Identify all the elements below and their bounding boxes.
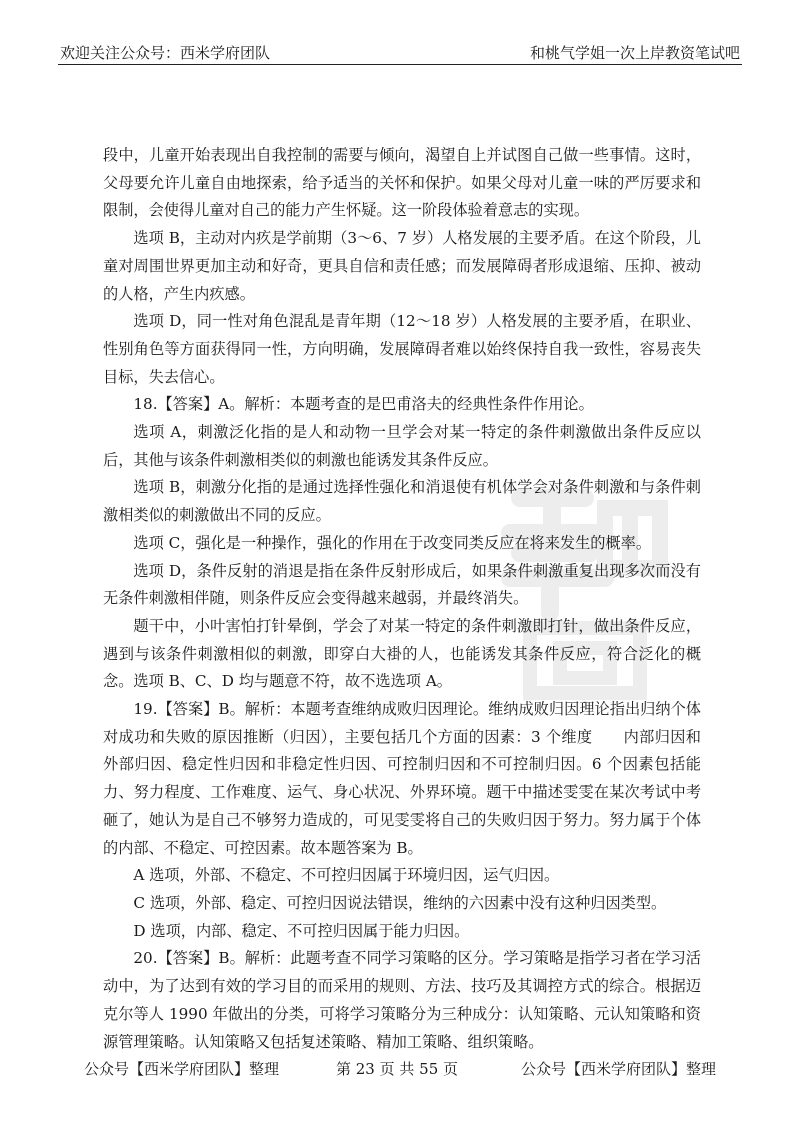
page-header (58, 28, 742, 65)
paragraph: 18.【答案】A。解析：本题考查的是巴甫洛夫的经典性条件作用论。 (133, 395, 594, 414)
paragraph: 选项 B，主动对内疚是学前期（3～6、7 岁）人格发展的主要矛盾。在这个阶段，儿童对周围世界更加主动和好奇，更具自信和责任感；而发展障碍者形成退缩、压抑、被动的人格，产生内疚感。 (103, 229, 701, 303)
footer-left-text: 公众号【西米学府团队】整理 (84, 1060, 280, 1078)
paragraph: 19.【答案】B。解析：本题考查维纳成败归因理论。维纳成败归因理论指出归纳个体对成功和失败的原因推断（归因），主要包括几个方面的因素：3 个维度 内部归因和外部归因、稳定性归因和非稳定性归因、可控制归因和不可控制归因。6 个因素包括能力、努力程度、工作难度、运气、身心状况、外界环境。题干中描述雯雯在某次考试中考砸了，她认为是自己不够努力造成的，可见雯雯将自己的失败归因于努力。努力属于个体的内部、不稳定、可控因素。故本题答案为 B。 (103, 700, 701, 857)
page-number: 第 23 页 共 55 页 (336, 1060, 459, 1078)
paragraph: 选项 D，条件反射的消退是指在条件反射形成后，如果条件刺激重复出现多次而没有无条件刺激相伴随，则条件反应会变得越来越弱，并最终消失。 (103, 561, 701, 608)
paragraph: 选项 D，同一性对角色混乱是青年期（12～18 岁）人格发展的主要矛盾，在职业、性别角色等方面获得同一性，方向明确，发展障碍者难以始终保持自我一致性，容易丧失目标，失去信心。 (103, 312, 701, 386)
header-left-text: 欢迎关注公众号：西米学府团队 (60, 44, 271, 62)
paragraph: 选项 B，刺激分化指的是通过选择性强化和消退使有机体学会对条件刺激和与条件刺激相类似的刺激做出不同的反应。 (103, 478, 701, 525)
paragraph: C 选项，外部、稳定、可控归因说法错误，维纳的六因素中没有这种归因类型。 (133, 893, 667, 912)
header-right-text: 和桃气学姐一次上岸教资笔试吧 (529, 44, 740, 62)
paragraph: 20.【答案】B。解析：此题考查不同学习策略的区分。学习策略是指学习者在学习活动中，为了达到有效的学习目的而采用的规则、方法、技巧及其调控方式的综合。根据迈克尔等人 1990 年做出的分类，可将学习策略分为三种成分：认知策略、元认知策略和资源管理策略。认知策略又包括复述策略、精加工策略、组织策略。 (103, 949, 701, 1051)
footer-right-text: 公众号【西米学府团队】整理 (520, 1060, 716, 1078)
paragraph: 选项 A，刺激泛化指的是人和动物一旦学会对某一特定的条件刺激做出条件反应以后，其他与该条件刺激相类似的刺激也能诱发其条件反应。 (103, 423, 701, 469)
paragraph: A 选项，外部、不稳定、不可控归因属于环境归因，运气归因。 (133, 866, 560, 885)
paragraph: 选项 C，强化是一种操作，强化的作用在于改变同类反应在将来发生的概率。 (133, 533, 652, 552)
paragraph: 题干中，小叶害怕打针晕倒，学会了对某一特定的条件刺激即打针，做出条件反应，遇到与该条件刺激相似的刺激，即穿白大褂的人，也能诱发其条件反应，符合泛化的概念。选项 B、C、D 均与题意不符，故不选选项 A。 (103, 616, 701, 691)
paragraph: D 选项，内部、稳定、不可控归因属于能力归因。 (133, 921, 470, 940)
paragraph: 段中，儿童开始表现出自我控制的需要与倾向，渴望自上并试图自己做一些事情。这时，父母要允许儿童自由地探索，给予适当的关怀和保护。如果父母对儿童一味的严厉要求和限制，会使得儿童对自己的能力产生怀疑。这一阶段体验着意志的实现。 (103, 146, 701, 220)
document-body (103, 142, 701, 1056)
